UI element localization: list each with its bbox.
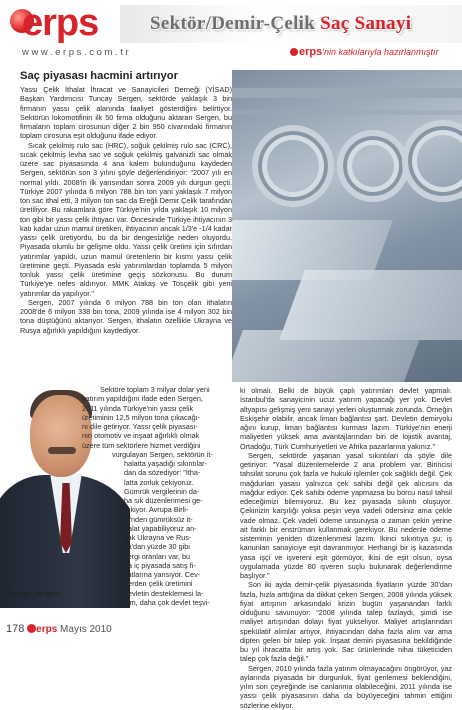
website-url[interactable]: www.erps.com.tr <box>22 47 132 58</box>
paragraph-3: Sergen, 2007 yılında 6 milyon 788 bin ton olan ithalatın 2008'de 6 milyon 338 bin tona, 2009 yılında ise 4 milyon 302 bin tona düştüğünü aktarıyor. Sergen, ithalatın özellikle Ukrayna ve Rusya ağırlıklı yapıldığını kaydediyor. <box>20 297 232 335</box>
right-paragraph-4: Sergen, 2010 yılında fazla yatırım olmayacağını öngörüyor, yaz aylarında piyasada bir durgunluk, fiyat gerilemesi beklendiğini, yılın son çeyreğinde ise canlanma olabileceğini, 2011 yılında ise yassı çelik piyasasının daha da büyüyeceğini tahmin ettiğini sözlerine ekliyor. <box>240 663 452 710</box>
section-title-highlight: Saç Sanayi <box>320 13 412 34</box>
wrap-line: vergi oranları var, bu <box>124 551 191 561</box>
article-right-column <box>240 386 452 710</box>
wrap-line: nın otomotiv ve inşaat ağırlıklı olmak <box>82 431 200 441</box>
wrap-line: halatta yaşadığı sıkıntılar- <box>124 459 208 468</box>
wrap-line: latta zorluk çekiyoruz. <box>124 477 194 487</box>
right-paragraph-2: Sergen, sektörde yaşanan yasal sıkıntıları da şöyle dile getiriyor: "Yasal düzenlemelerde 2 ana problem var. Birincisi tahsilat sorunu çok fazla ve hukuki işlemler çok sağlıklı değil. Çek mağdurları yasası yalnızca çek sahibi değil çek alıcısını da mağdur ediyor. Çek sahibi ödeme yapmazsa bu borcu nasıl tahsil edeceğimizi bilemiyoruz. Bu kez piyasada sıkıntı oluşuyor. Çekinizin karşılığı yoksa peşin veya vadeli ödersiniz ama çekle vade olmaz. Çek vadeli ödeme unsuruysa o zaman çekin yerine ait farklı bir enstrüman kullanmak gerekiyor. Bu nedenle ödeme sisteminin yeniden düzenlenmesi lazım. İkinci sıkıntıya şu; iş kanunları sanayiciye eşit davranmıyor. Herhangi bir iş kazasında yasa işçi ve işvereni eşit görmüyor, ikisi de eşit olsun, oysa uygulamada yüzde 80 işveren suçlu bulunarak değerlendirme başlıyor." <box>240 450 452 580</box>
wrap-line: zım, daha çok devlet teşvi- <box>124 597 210 607</box>
wrap-line: vurgulayan Sergen, sektörün it- <box>112 449 213 459</box>
wrap-line: dan da sözediyor: "İtha- <box>124 468 201 478</box>
wrap-line: üretiminin 12,5 milyon tona çıkacağı- <box>82 412 201 422</box>
right-paragraph-1: ki olmalı. Belki de büyük çaplı yatırımları devlet yapmalı. İstanbul'da sanayicinin ucuz yatırım yapacağı yer yok. Devlet altyapısı gelişmiş yeni sanayi yerleri oluşturmak zorunda. Örneğin Eskişehir olabilir, ancak liman bağlantısı şart. Devletin demiryolu ağını kurup, liman bağlantısı kurması lazım. Türkiye'nin enerji maliyetleri yüksek ama avantajlarından biri de lojistik avantaj, Ortadoğu, Türk Cumhuriyetleri ve Afrika pazarlarına yakınız." <box>240 386 452 451</box>
wrap-line: ya'dan yüzde 30 gibi <box>124 542 190 552</box>
wrap-line: devletin desteklemesi la- <box>124 588 204 598</box>
wrap-line: nı dile getiriyor. Yassı çelik piyasası- <box>82 422 198 431</box>
logo-text: erps <box>22 2 99 44</box>
tagline-brand: erps <box>299 46 323 58</box>
section-title <box>150 13 411 35</box>
tagline-logo-icon <box>290 48 298 56</box>
article-title: Saç piyasası hacmini artırıyor <box>20 70 178 82</box>
wrap-line: 2011 yılında Türkiye'nin yassı çelik <box>82 403 194 413</box>
wrap-line: Sektöre toplam 3 milyar dolar yeni <box>100 385 210 394</box>
page-number: 178 <box>6 623 25 635</box>
paragraph-1: Yassı Çelik İthalat İhracat ve Sanayicileri Derneği (YİSAD) Başkan Yardımcısı Tuncay Sergen, sektörde yaklaşık 3 bin firmanın yassı çelik alanında faaliyet gösterdiğini belirtiyor. Sektörün lokomotifinin ilk 50 firma olduğunu aktaran Sergen, bu firmaların toplam cirosunun diğer 2 bin 950 civarındaki firmanın toplam cirosuna eşit olduğunu ifade ediyor. <box>20 85 232 141</box>
issue-date: Mayıs 2010 <box>60 624 112 635</box>
wrap-line: ği'nden gümrüksüz it- <box>124 514 193 524</box>
section-title-prefix: Sektör/Demir-Çelik <box>150 13 321 34</box>
article-left-column <box>20 70 232 335</box>
wrap-line: cak Ukrayna ve Rus- <box>124 533 192 542</box>
magazine-name: erps <box>36 624 58 635</box>
wrap-line: herden çelik üretimini <box>124 579 193 589</box>
wrap-line: yatırım yapıldığını ifade eden Sergen, <box>82 394 203 404</box>
paragraph-2: Sıcak çekilmiş rulo sac (HRC), soğuk çekilmiş rulo sac (CRC), sıcak çekilmiş levha sac ve soğuk çekilmiş galvanizli sac olmak üzere sac piyasasında 4 ana kalem bulunduğunu kaydeden Sergen, sektörün son 3 yılını şöyle değerlendiriyor: "2007 yılı en normal yıldı. 2008'in ilk yarısından sonra 2009 yılı durgun geçti. Türkiye 2007 yılında 6 milyon 788 bin ton yani yaklaşık 7 milyon ton sac ithal etti, 3 milyon ton sac da Ereğli Demir Çelik tarafından üretiliyor. Bu rakamlara göre Türkiye'nin yılda yaklaşık 10 milyon ton gibi bir yassı çelik ihtiyacı var. Öncesinde Türkiye ihtiyacının 3 katı kadar uzun mamul üretiken, ihtiyacının ancak 1/3'e -1/4 kadar yassı çelik üretiyordu, bu da bir dengesizliğe neden oluyordu. Piyasada olumlu bir gelişme oldu. Yassı çelik üretimi için sıfırdan yatırımlar yapıldı, uzun mamul üretenlerin bir kısmı yassı çelik üretimine geçti. Piyasada eski yatırımlardan toplamda 5 milyon tonluk yassı çelik üretimine geçiş sözkonusu. Bu durum Türkiye'ye nefes aldırıyor. MMK Atakaş ve Tosçelik gibi yeni yatırımlar da yapılıyor." <box>20 140 232 298</box>
erps-logo <box>8 3 138 43</box>
page-footer <box>6 623 112 635</box>
wrap-line: yatlarına yansıyor. Cev- <box>124 570 201 579</box>
right-paragraph-3: Son iki ayda demir-çelik piyasasında fiyatların yüzde 30'dan fazla, hızla arttığına da dikkat çeken Sergen, 2008 yılında yüksek fiyat artışının arkasındaki krizin bugün yaşanandan farklı olduğunu savunuyor: "2008 yılında talep fazlaydı, şimdi ise maliyet artışından dolayı fiyat yükseliyor. Maliyet artışlarından spekülatif alımlar artıyor, ihtiyacından daha fazla alım var ama dipten gelen bir talep yok. İnşaat demiri piyasasına bekildiğinde bu yıl ihracatta bir artış yok. Sac ürünlerinde nihai tüketiciden talep çok fazla değil." <box>240 580 452 664</box>
photo-caption: Tuncay Sergen <box>6 589 60 598</box>
wrap-line: ha sık düzenlenmesi ge- <box>124 496 203 505</box>
wrap-line: halat yapabiliyoruz an- <box>124 523 197 533</box>
page-header <box>0 0 462 70</box>
magazine-logo-icon <box>27 624 36 633</box>
steel-coil-photo <box>232 70 462 382</box>
wrap-line: rekiyor. Avrupa Birli- <box>124 505 189 515</box>
wrap-line: da iç piyasada satış fi- <box>124 560 196 570</box>
tagline-text: 'nin katkılarıyla hazırlanmıştır <box>322 47 439 57</box>
wrap-line: üzere tüm sektörlere hizmet verdiğini <box>82 440 201 450</box>
section-banner <box>120 5 462 43</box>
sponsor-tagline <box>290 46 439 58</box>
wrap-line: Gümrük vergilerinin da- <box>124 486 200 496</box>
